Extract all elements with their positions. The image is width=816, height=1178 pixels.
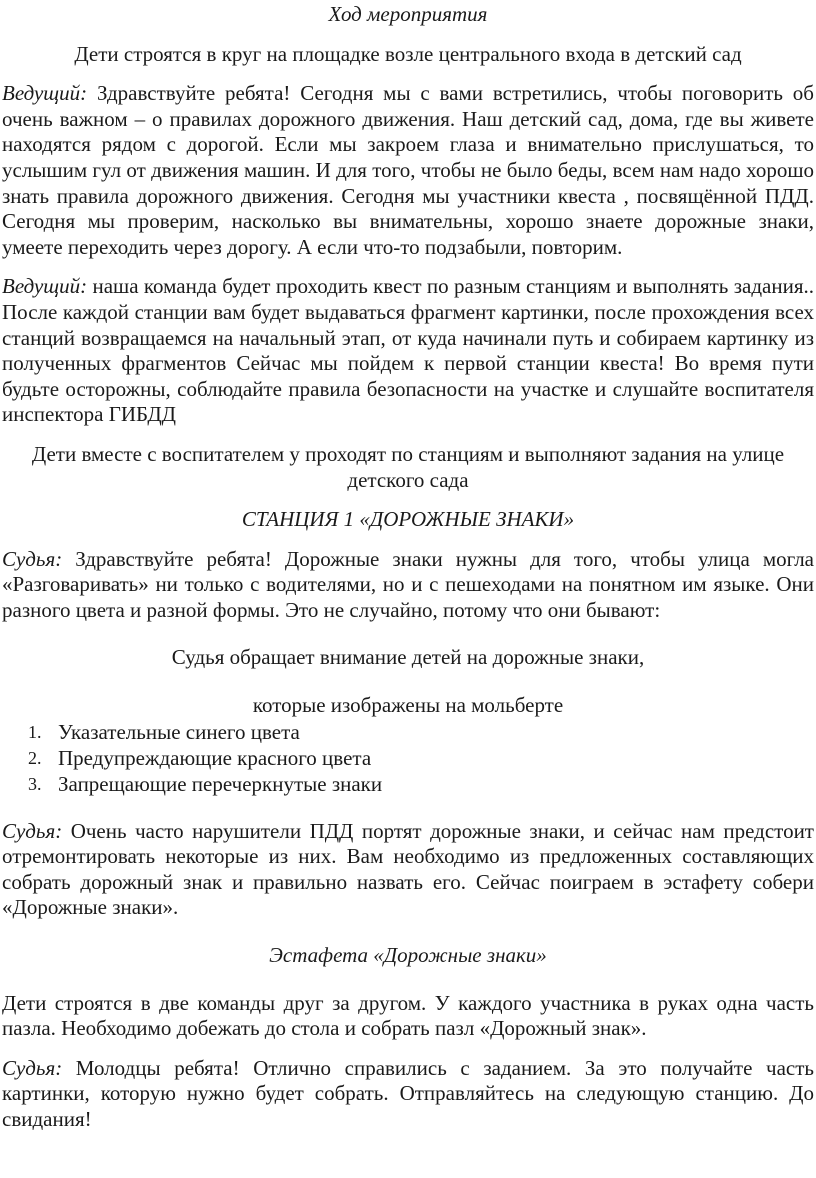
speaker-label: Судья: [2, 1055, 63, 1080]
list-item-text: Указательные синего цвета [58, 719, 300, 744]
speaker-label: Судья: [2, 546, 63, 571]
paragraph-judge-signs [2, 547, 814, 624]
speaker-label: Судья: [2, 818, 63, 843]
intro-line: Дети строятся в круг на площадке возле центрального входа в детский сад [74, 41, 742, 66]
list-item [28, 719, 814, 745]
sign-types-list [2, 719, 814, 797]
list-item-text: Предупреждающие красного цвета [58, 745, 372, 770]
station-1-title: СТАНЦИЯ 1 «ДОРОЖНЫЕ ЗНАКИ» [241, 507, 575, 532]
relay-title: Эстафета «Дорожные знаки» [269, 943, 547, 968]
speaker-label: Ведущий: [2, 81, 88, 106]
paragraph-text: Очень часто нарушители ПДД портят дорожные знаки, и сейчас нам предстоит отремонтировать некоторые из них. Вам необходимо из предложенных составляющих собрать дорожный знак и правильно назвать его. Сейчас поиграем в эстафету собери «Дорожные знаки». [2, 818, 814, 920]
paragraph-host-quest [2, 274, 814, 428]
paragraph-host-greeting [2, 81, 814, 260]
document-title: Ход мероприятия [328, 2, 488, 26]
list-number: 1. [28, 721, 42, 742]
speaker-label: Ведущий: [2, 274, 88, 299]
list-number: 3. [28, 773, 42, 794]
transition-line: Дети вместе с воспитателем у проходят по станциям и выполняют задания на улице детского сада [31, 441, 785, 492]
paragraph-text: Здравствуйте ребята! Дорожные знаки нужны для того, чтобы улица могла «Разговаривать» ни только с водителями, но и с пешеходами на понятном им языке. Они разного цвета и разной формы. Это не случайно, потому что они бывают: [2, 546, 814, 622]
list-item [28, 771, 814, 797]
paragraph-relay-rules: Дети строятся в две команды друг за другом. У каждого участника в руках одна часть пазла. Необходимо добежать до стола и собрать пазл «Дорожный знак». [2, 990, 814, 1041]
paragraph-text: Здравствуйте ребята! Сегодня мы с вами встретились, чтобы поговорить об очень важном – о правилах дорожного движения. Наш детский сад, дома, где вы живете находятся рядом с дорогой. Если мы закроем глаза и внимательно прислушаться, то услышим гул от движения машин. И для того, чтобы не было беды, всем нам надо хорошо знать правила дорожного движения. Сегодня мы участники квеста , посвящённой ПДД. Сегодня мы проверим, насколько вы внимательны, хорошо знаете дорожные знаки, умеете переходить через дорогу. А если что-то подзабыли, повторим. [2, 81, 814, 259]
list-number: 2. [28, 747, 42, 768]
list-item [28, 745, 814, 771]
paragraph-text: Молодцы ребята! Отлично справились с заданием. За это получайте часть картинки, которую нужно будет собрать. Отправляйтесь на следующую станцию. До свидания! [2, 1055, 814, 1131]
paragraph-text: наша команда будет проходить квест по разным станциям и выполнять задания.. После каждой станции вам будет выдаваться фрагмент картинки, после прохождения всех станций возвращаемся на начальный этап, от куда начинали путь и собираем картинку из полученных фрагментов Сейчас мы пойдем к первой станции квеста! Во время пути будьте осторожны, соблюдайте правила безопасности на участке и слушайте воспитателя инспектора ГИБДД [2, 274, 814, 427]
paragraph-judge-farewell [2, 1056, 814, 1133]
judge-note-line-1: Судья обращает внимание детей на дорожные знаки, [171, 645, 645, 670]
paragraph-judge-repair [2, 819, 814, 921]
judge-note-line-2: которые изображены на мольберте [252, 693, 564, 718]
list-item-text: Запрещающие перечеркнутые знаки [58, 771, 383, 796]
